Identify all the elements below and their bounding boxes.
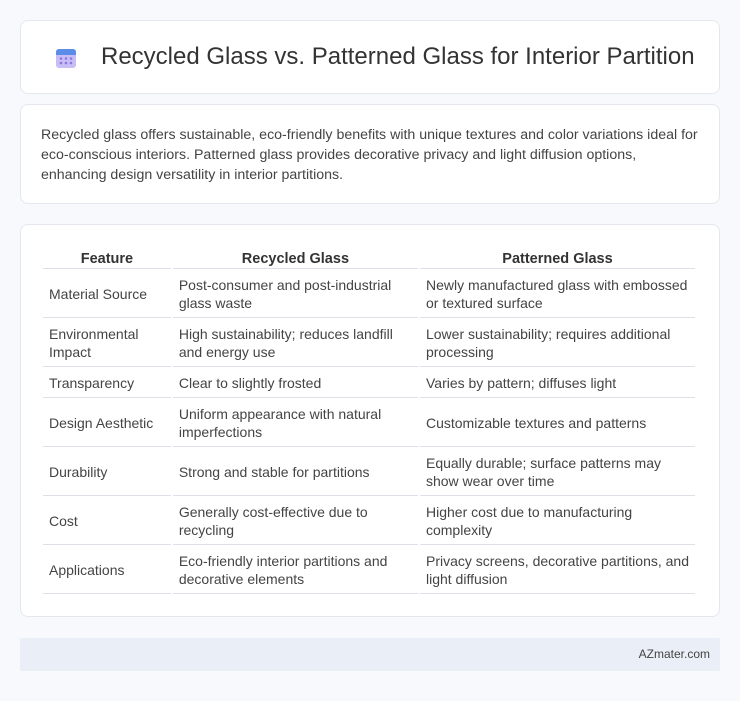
- title-card: [20, 20, 720, 94]
- intro-text: Recycled glass offers sustainable, eco-friendly benefits with unique textures and color variations ideal for eco-conscious interiors. Patterned glass provides decorative privacy and light diffusion options, enhancing design versatility in interior partitions.: [41, 127, 698, 183]
- calendar-icon: [55, 47, 77, 69]
- feature-cell: Design Aesthetic: [43, 400, 171, 447]
- feature-cell: Transparency: [43, 369, 171, 398]
- recycled-cell: Post-consumer and post-industrial glass waste: [173, 271, 418, 318]
- feature-cell: Material Source: [43, 271, 171, 318]
- footer-bar: [20, 638, 720, 671]
- patterned-cell: Privacy screens, decorative partitions, and light diffusion: [420, 547, 695, 594]
- recycled-cell: High sustainability; reduces landfill and energy use: [173, 320, 418, 367]
- table-row: [43, 498, 695, 545]
- table-row: [43, 449, 695, 496]
- patterned-cell: Equally durable; surface patterns may show wear over time: [420, 449, 695, 496]
- comparison-table: [41, 245, 697, 596]
- recycled-cell: Clear to slightly frosted: [173, 369, 418, 398]
- page-title: Recycled Glass vs. Patterned Glass for Interior Partition: [101, 43, 695, 70]
- table-row: [43, 271, 695, 318]
- footer-brand[interactable]: AZmater.com: [638, 647, 710, 661]
- comparison-card: [20, 224, 720, 617]
- table-header-row: [43, 247, 695, 269]
- header-feature: Feature: [43, 247, 171, 269]
- recycled-cell: Uniform appearance with natural imperfections: [173, 400, 418, 447]
- header-patterned-glass: Patterned Glass: [420, 247, 695, 269]
- table-row: [43, 547, 695, 594]
- recycled-cell: Eco-friendly interior partitions and decorative elements: [173, 547, 418, 594]
- feature-cell: Cost: [43, 498, 171, 545]
- patterned-cell: Varies by pattern; diffuses light: [420, 369, 695, 398]
- patterned-cell: Higher cost due to manufacturing complexity: [420, 498, 695, 545]
- patterned-cell: Customizable textures and patterns: [420, 400, 695, 447]
- recycled-cell: Generally cost-effective due to recycling: [173, 498, 418, 545]
- feature-cell: Durability: [43, 449, 171, 496]
- table-row: [43, 369, 695, 398]
- feature-cell: Environmental Impact: [43, 320, 171, 367]
- recycled-cell: Strong and stable for partitions: [173, 449, 418, 496]
- intro-card: [20, 104, 720, 204]
- table-row: [43, 400, 695, 447]
- table-row: [43, 320, 695, 367]
- feature-cell: Applications: [43, 547, 171, 594]
- patterned-cell: Newly manufactured glass with embossed or textured surface: [420, 271, 695, 318]
- header-recycled-glass: Recycled Glass: [173, 247, 418, 269]
- patterned-cell: Lower sustainability; requires additional processing: [420, 320, 695, 367]
